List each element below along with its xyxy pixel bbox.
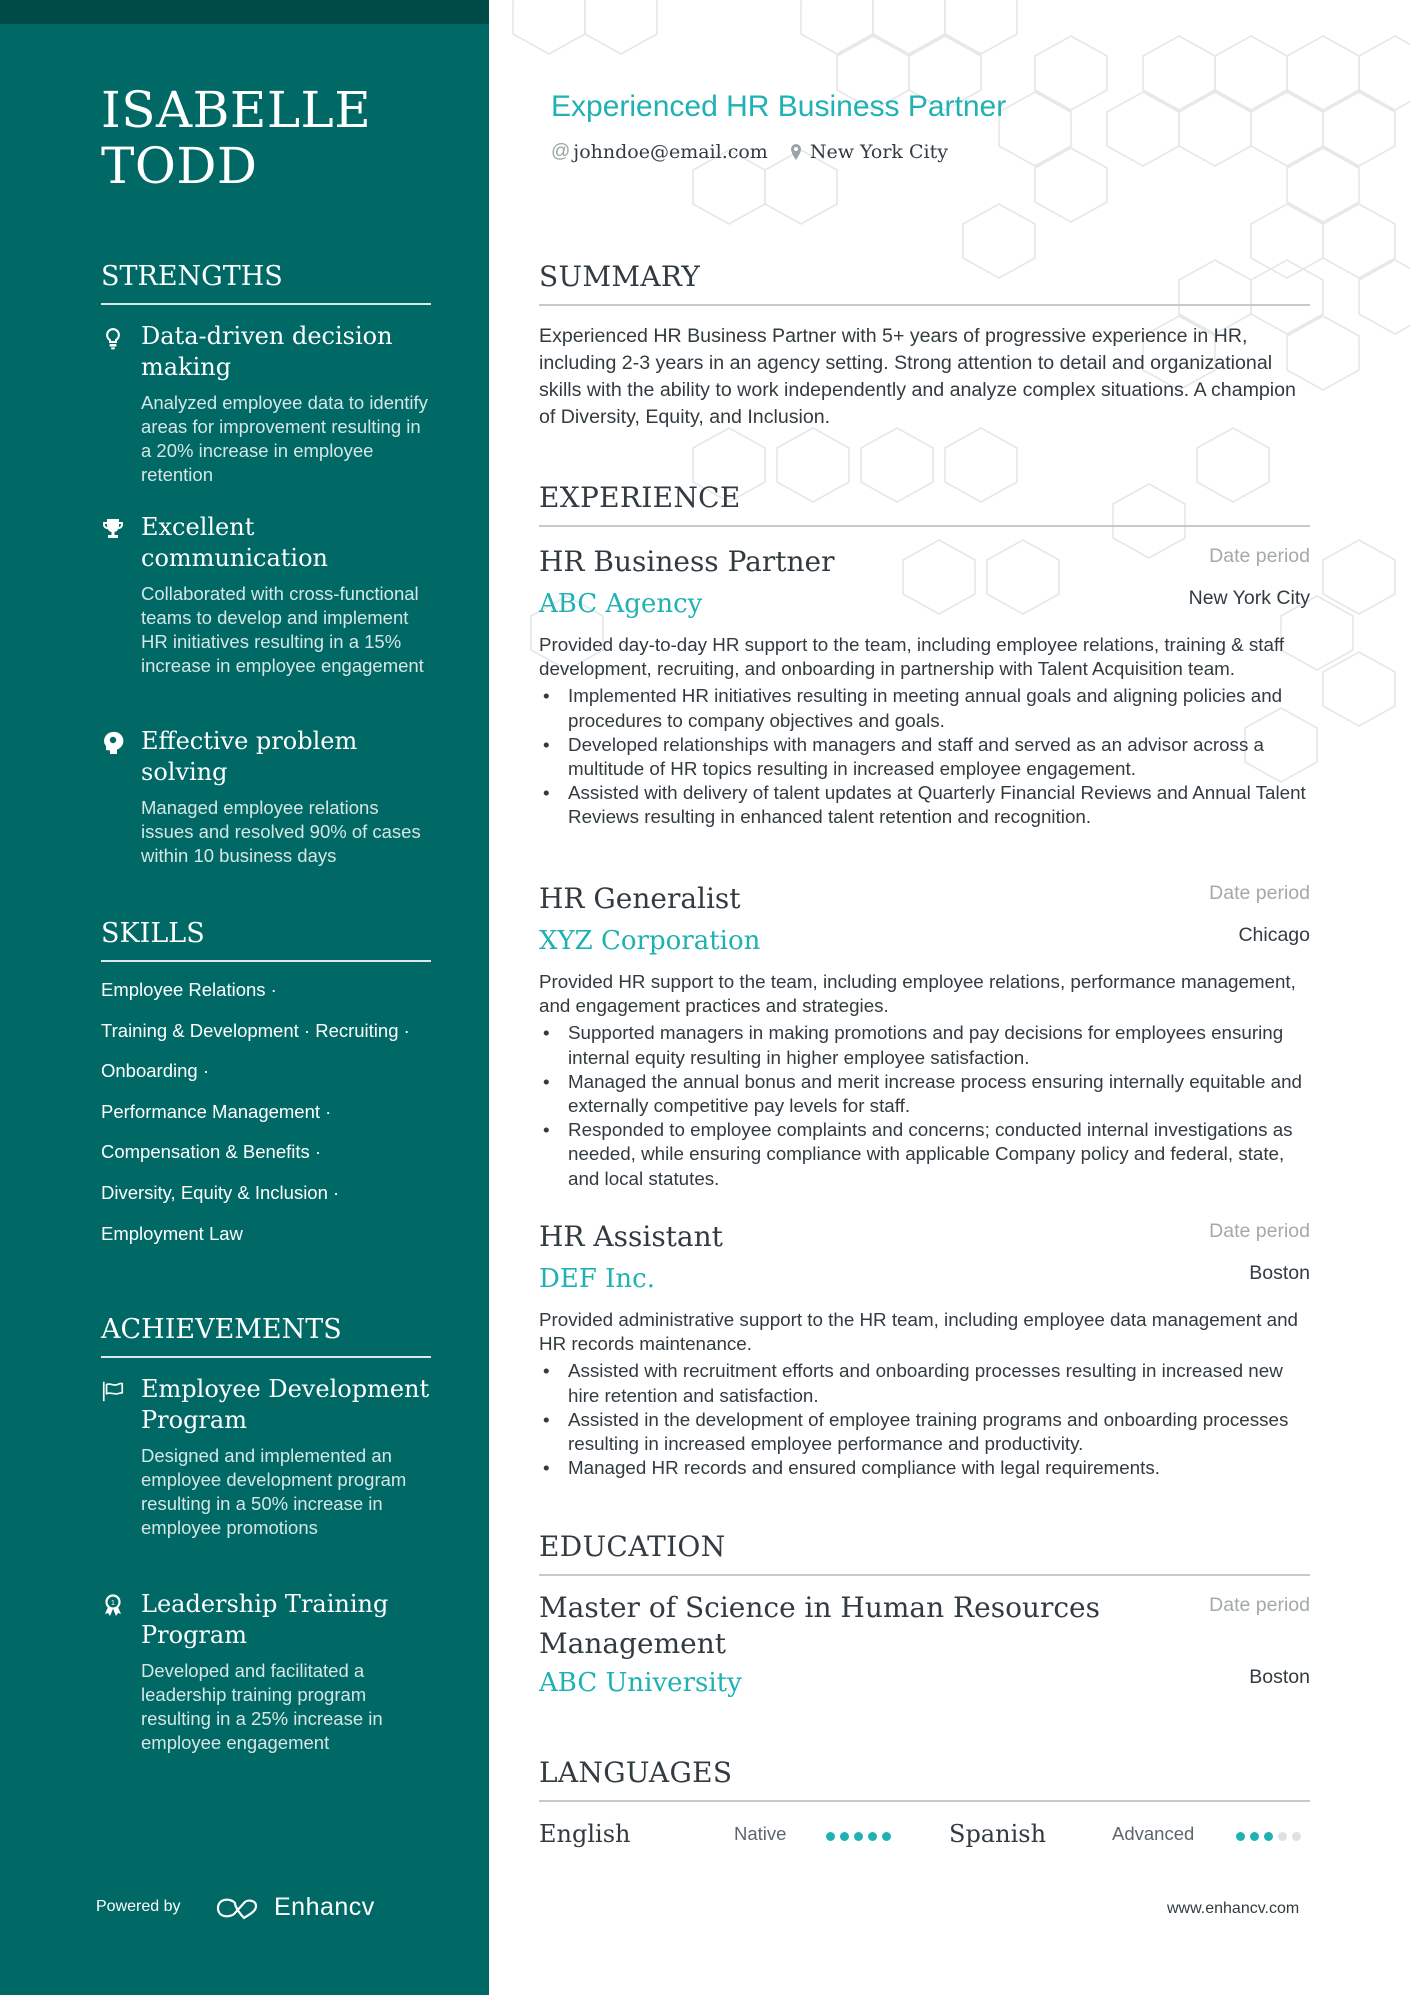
award-medal-icon bbox=[101, 1593, 125, 1619]
experience-item bbox=[539, 541, 1310, 830]
strength-title: Excellent communication bbox=[141, 513, 328, 572]
strength-description: Managed employee relations issues and resolved 90% of cases within 10 business days bbox=[141, 797, 421, 866]
enhancv-website-link[interactable]: www.enhancv.com bbox=[1167, 1900, 1300, 1917]
strengths-heading: STRENGTHS bbox=[101, 261, 431, 305]
flag-icon bbox=[101, 1378, 125, 1404]
skill-row: Diversity, Equity & Inclusion · bbox=[101, 1181, 340, 1203]
job-bullet: • Managed HR records and ensured compliance with legal requirements. bbox=[539, 1456, 1310, 1480]
lightbulb-icon bbox=[101, 325, 125, 351]
strength-description: Analyzed employee data to identify areas for improvement resulting in a 20% increase in employee retention bbox=[141, 392, 428, 485]
job-date: Date period bbox=[1209, 545, 1310, 567]
strength-title: Effective problem solving bbox=[141, 727, 358, 786]
job-role: HR Generalist bbox=[539, 882, 741, 915]
summary-text: Experienced HR Business Partner with 5+ years of progressive experience in HR, including 2-3 years in an agency setting. Strong attention to detail and organizational skills with the ability to work independently and analyze complex situations. A champion of Diversity, Equity, and Inclusion. bbox=[539, 325, 1296, 428]
achievement-item bbox=[101, 1374, 431, 1540]
proficiency-dot-filled bbox=[1264, 1832, 1273, 1841]
enhancv-logo-icon bbox=[215, 1895, 265, 1921]
languages-list bbox=[539, 1816, 1310, 1852]
skill-row: Onboarding · bbox=[101, 1060, 209, 1082]
achievement-item bbox=[101, 1589, 431, 1755]
job-bullet: • Managed the annual bonus and merit increase process ensuring internally equitable and externally competitive pay levels for staff. bbox=[539, 1070, 1310, 1118]
job-bullets bbox=[539, 1021, 1310, 1190]
language-level: Native bbox=[734, 1823, 787, 1844]
strength-item bbox=[101, 512, 431, 678]
job-company: DEF Inc. bbox=[539, 1264, 655, 1294]
proficiency-dot-filled bbox=[882, 1832, 891, 1841]
language-name: English bbox=[539, 1820, 631, 1848]
job-date: Date period bbox=[1209, 1220, 1310, 1242]
powered-by-label: Powered by bbox=[96, 1898, 181, 1915]
job-bullets bbox=[539, 684, 1310, 829]
proficiency-dot-filled bbox=[1250, 1832, 1259, 1841]
strength-title: Data-driven decision making bbox=[141, 322, 393, 381]
contact-info bbox=[551, 141, 948, 163]
job-bullet: • Assisted with delivery of talent updates at Quarterly Financial Reviews and Annual Talent Reviews resulting in enhanced talent retention and recognition. bbox=[539, 781, 1310, 829]
strength-item bbox=[101, 321, 431, 487]
location-pin-icon bbox=[790, 143, 802, 161]
job-location: New York City bbox=[1188, 587, 1310, 609]
achievements-heading: ACHIEVEMENTS bbox=[101, 1314, 431, 1358]
headline-title: Experienced HR Business Partner bbox=[551, 90, 1007, 123]
proficiency-dot-filled bbox=[1236, 1832, 1245, 1841]
job-role: HR Assistant bbox=[539, 1220, 723, 1253]
job-role: HR Business Partner bbox=[539, 545, 835, 578]
proficiency-dot-empty bbox=[1292, 1832, 1301, 1841]
skills-list bbox=[101, 978, 461, 1262]
proficiency-dot-filled bbox=[840, 1832, 849, 1841]
job-bullet: • Developed relationships with managers and staff and served as an advisor across a multitude of HR topics resulting in increased employee engagement. bbox=[539, 733, 1310, 781]
email-icon: @ bbox=[551, 141, 571, 162]
enhancv-brand-name: Enhancv bbox=[274, 1893, 375, 1921]
candidate-name bbox=[101, 82, 441, 194]
job-bullet: • Assisted in the development of employee training programs and onboarding processes resulting in increased employee performance and productivity. bbox=[539, 1408, 1310, 1456]
language-proficiency-dots bbox=[826, 1832, 891, 1841]
name-first: ISABELLE bbox=[101, 81, 372, 139]
experience-item bbox=[539, 878, 1310, 1191]
sidebar-top-strip bbox=[0, 0, 489, 24]
language-name: Spanish bbox=[949, 1820, 1047, 1848]
job-description: Provided day-to-day HR support to the team, including employee relations, training & staff development, recruiting, and onboarding in partnership with Talent Acquisition team. bbox=[539, 634, 1285, 680]
experience-heading: EXPERIENCE bbox=[539, 481, 1310, 527]
experience-item bbox=[539, 1216, 1310, 1480]
job-location: Chicago bbox=[1238, 924, 1310, 946]
job-location: Boston bbox=[1249, 1262, 1310, 1284]
job-bullet: • Implemented HR initiatives resulting in meeting annual goals and aligning policies and procedures to company objectives and goals. bbox=[539, 684, 1310, 732]
job-date: Date period bbox=[1209, 882, 1310, 904]
skill-row: Performance Management · bbox=[101, 1100, 332, 1122]
trophy-icon bbox=[101, 516, 125, 542]
education-heading: EDUCATION bbox=[539, 1530, 1310, 1576]
strength-description: Collaborated with cross-functional teams to develop and implement HR initiatives resulting in a 15% increase in employee engagement bbox=[141, 583, 424, 676]
languages-heading: LANGUAGES bbox=[539, 1756, 1310, 1802]
proficiency-dot-empty bbox=[1278, 1832, 1287, 1841]
sidebar bbox=[0, 0, 489, 1995]
education-date: Date period bbox=[1209, 1594, 1310, 1616]
proficiency-dot-filled bbox=[826, 1832, 835, 1841]
svg-text:1: 1 bbox=[110, 1598, 116, 1607]
achievement-description: Developed and facilitated a leadership training program resulting in a 25% increase in employee engagement bbox=[141, 1660, 383, 1753]
achievement-title: Leadership Training Program bbox=[141, 1590, 389, 1649]
achievement-description: Designed and implemented an employee development program resulting in a 50% increase in employee promotions bbox=[141, 1445, 407, 1538]
name-last: TODD bbox=[101, 137, 258, 195]
education-item bbox=[539, 1590, 1310, 1704]
job-company: ABC Agency bbox=[539, 589, 703, 619]
email-link[interactable]: johndoe@email.com bbox=[573, 141, 768, 163]
proficiency-dot-filled bbox=[854, 1832, 863, 1841]
achievement-title: Employee Development Program bbox=[141, 1375, 430, 1434]
skills-heading: SKILLS bbox=[101, 918, 431, 962]
strength-item bbox=[101, 726, 431, 868]
job-bullets bbox=[539, 1359, 1310, 1480]
job-company: XYZ Corporation bbox=[539, 926, 761, 956]
education-school: ABC University bbox=[539, 1668, 742, 1698]
head-brain-icon bbox=[101, 730, 125, 756]
job-bullet: • Responded to employee complaints and concerns; conducted internal investigations as needed, while ensuring compliance with applicable Company policy and federal, state, and local statutes. bbox=[539, 1118, 1310, 1191]
language-level: Advanced bbox=[1112, 1823, 1195, 1844]
job-bullet: • Supported managers in making promotions and pay decisions for employees ensuring internal equity resulting in higher employee satisfaction. bbox=[539, 1021, 1310, 1069]
job-description: Provided administrative support to the HR team, including employee data management and HR records maintenance. bbox=[539, 1309, 1298, 1355]
skill-row: Employment Law bbox=[101, 1222, 243, 1244]
job-description: Provided HR support to the team, including employee relations, performance management, and engagement practices and strategies. bbox=[539, 971, 1296, 1017]
skill-row: Compensation & Benefits · bbox=[101, 1141, 322, 1163]
language-proficiency-dots bbox=[1236, 1832, 1301, 1841]
summary-heading: SUMMARY bbox=[539, 260, 1310, 306]
skill-row: Employee Relations · bbox=[101, 979, 277, 1000]
location-text: New York City bbox=[809, 141, 948, 163]
education-degree: Master of Science in Human Resources Management bbox=[539, 1591, 1100, 1660]
job-bullet: • Assisted with recruitment efforts and onboarding processes resulting in increased new hire retention and satisfaction. bbox=[539, 1359, 1310, 1407]
education-location: Boston bbox=[1249, 1666, 1310, 1688]
skill-row: Training & Development · Recruiting · bbox=[101, 1019, 410, 1041]
proficiency-dot-filled bbox=[868, 1832, 877, 1841]
